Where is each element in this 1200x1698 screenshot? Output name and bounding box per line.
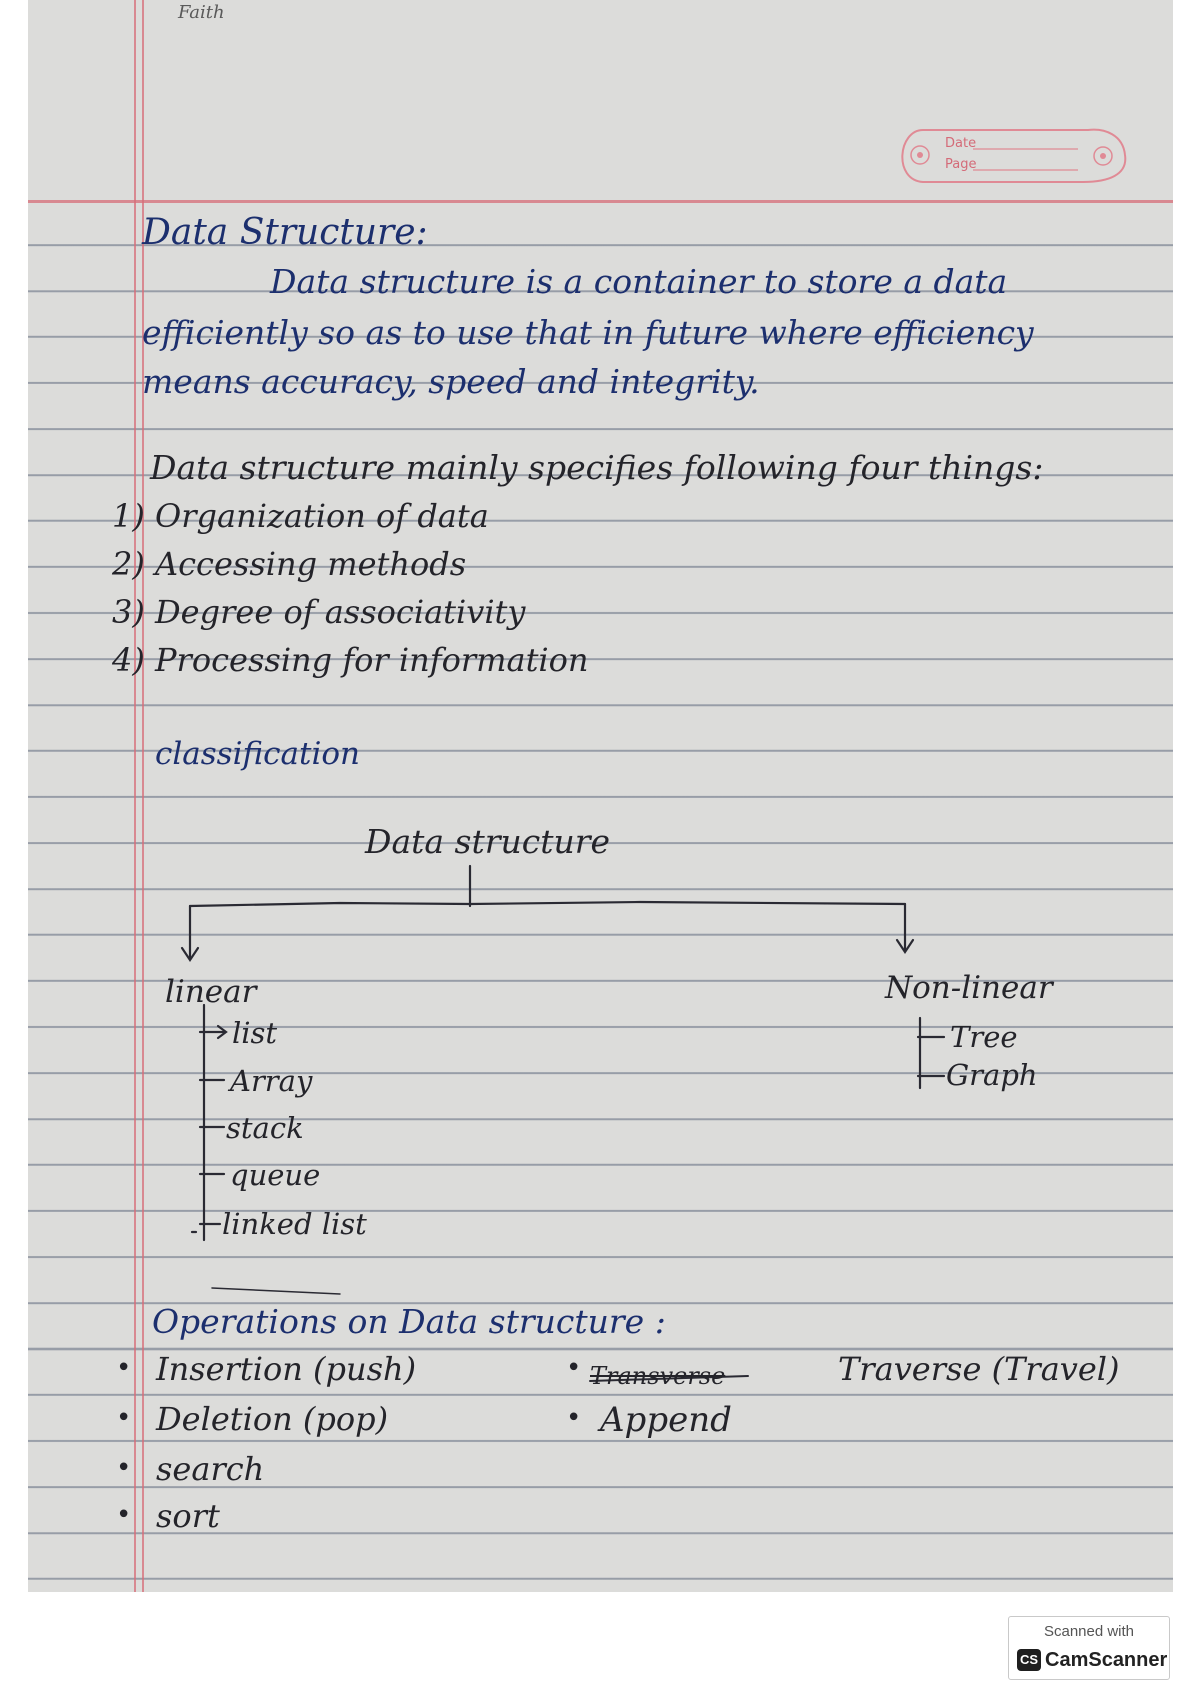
definition-line-1: Data structure is a container to store a data <box>270 262 1008 301</box>
linear-item-linked-list: linked list <box>222 1207 367 1241</box>
op-bullet-1: • <box>116 1353 132 1383</box>
date-label: Date <box>945 136 977 151</box>
op-struck-word: Transverse <box>590 1362 726 1390</box>
op-bullet-5: • <box>566 1353 582 1383</box>
op-bullet-2: • <box>116 1403 132 1433</box>
linear-item-stack: stack <box>226 1111 304 1145</box>
op-insertion: Insertion (push) <box>156 1350 417 1388</box>
nonlinear-item-tree: Tree <box>950 1020 1018 1054</box>
nonlinear-item-graph: Graph <box>946 1058 1038 1092</box>
linear-item-queue: queue <box>230 1158 321 1192</box>
camscanner-logo-icon: CS <box>1017 1649 1041 1671</box>
definition-line-3: means accuracy, speed and integrity. <box>142 362 760 401</box>
op-deletion: Deletion (pop) <box>156 1400 389 1438</box>
specifies-item-1: 1) Organization of data <box>112 497 489 535</box>
op-search: search <box>156 1450 265 1488</box>
op-bullet-6: • <box>566 1403 582 1433</box>
op-traverse: Traverse (Travel) <box>838 1350 1120 1388</box>
classification-heading: classification <box>155 736 361 772</box>
linear-item-list: list <box>232 1016 278 1050</box>
specifies-intro: Data structure mainly specifies following four things: <box>150 448 1044 487</box>
linear-label: linear <box>165 974 257 1010</box>
top-scribble: Faith <box>178 2 225 23</box>
op-sort: sort <box>156 1497 220 1535</box>
tree-root-label: Data structure <box>365 822 611 861</box>
badge-brand-name: CamScanner <box>1045 1649 1168 1671</box>
specifies-item-4: 4) Processing for information <box>112 641 589 679</box>
nonlinear-label: Non-linear <box>885 970 1053 1006</box>
badge-scanned-with: Scanned with <box>1043 1623 1135 1640</box>
specifies-item-2: 2) Accessing methods <box>112 545 467 583</box>
definition-line-2: efficiently so as to use that in future where efficiency <box>142 313 1034 352</box>
page-label: Page <box>945 157 977 172</box>
op-bullet-4: • <box>116 1500 132 1530</box>
specifies-item-3: 3) Degree of associativity <box>112 593 526 631</box>
op-bullet-3: • <box>116 1453 132 1483</box>
page-title: Data Structure: <box>142 212 428 253</box>
op-append: Append <box>600 1400 732 1440</box>
operations-heading: Operations on Data structure : <box>152 1302 666 1341</box>
camscanner-badge <box>1008 1616 1170 1680</box>
linear-item-array: Array <box>230 1064 313 1098</box>
